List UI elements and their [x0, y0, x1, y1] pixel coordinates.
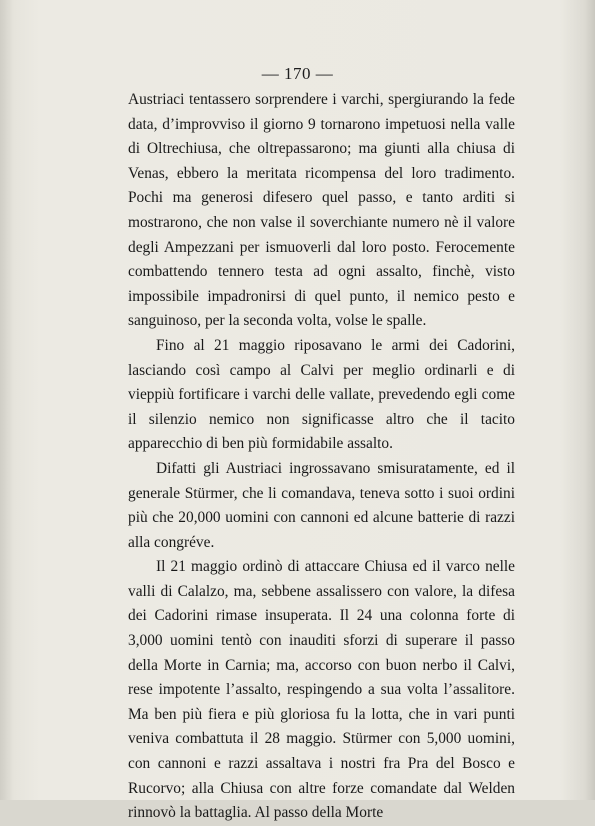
paragraph: Il 21 maggio ordinò di attaccare Chiusa ed il varco nelle valli di Calalzo, ma, sebbene assalissero con valore, la difesa dei Cadorini rimase insuperata. Il 24 una colonna forte di 3,000 uomini tentò con inauditi sforzi di superare il passo della Morte in Carnia; ma, accorso con buon nerbo il Calvi, rese impotente l’assalto, respingendo a sua volta l’assalitore. Ma ben più fiera e più gloriosa fu la lotta, che in vari punti veniva combattuta il 28 maggio. Stürmer con 5,000 uomini, con cannoni e razzi assaltava i nostri fra Pra del Bosco e Rucorvo; alla Chiusa con altre forze comandate dal Welden rinnovò la battaglia. Al passo della Morte [128, 558, 515, 822]
body-text [128, 88, 515, 826]
page-number: — 170 — [261, 64, 334, 83]
paragraph: Fino al 21 maggio riposavano le armi dei Cadorini, lasciando così campo al Calvi per meglio ordinarli e di vieppiù fortificare i varchi delle vallate, prevedendo egli come il silenzio nemico non significasse altro che il tacito apparecchio di ben più formidabile assalto. [128, 336, 515, 453]
paragraph: Austriaci tentassero sorprendere i varchi, spergiurando la fede data, d’improvviso il giorno 9 tornarono impetuosi nella valle di Oltrechiusa, che oltrepassarono; ma giunti alla chiusa di Venas, ebbero la meritata ricompensa del loro tradimento. Pochi ma generosi difesero quel passo, e tanto arditi si mostrarono, che non valse il soverchiante numero nè il valore degli Ampezzani per ismuoverli dal loro posto. Ferocemente combattendo tennero testa ad ogni assalto, finchè, visto impossibile impadronirsi di quel punto, il nemico pesto e sanguinoso, per la seconda volta, volse le spalle. [128, 91, 515, 330]
paragraph: Difatti gli Austriaci ingrossavano smisuratamente, ed il generale Stürmer, che li comandava, teneva sotto i suoi ordini più che 20,000 uomini con cannoni ed alcune batterie di razzi alla congréve. [128, 459, 515, 551]
